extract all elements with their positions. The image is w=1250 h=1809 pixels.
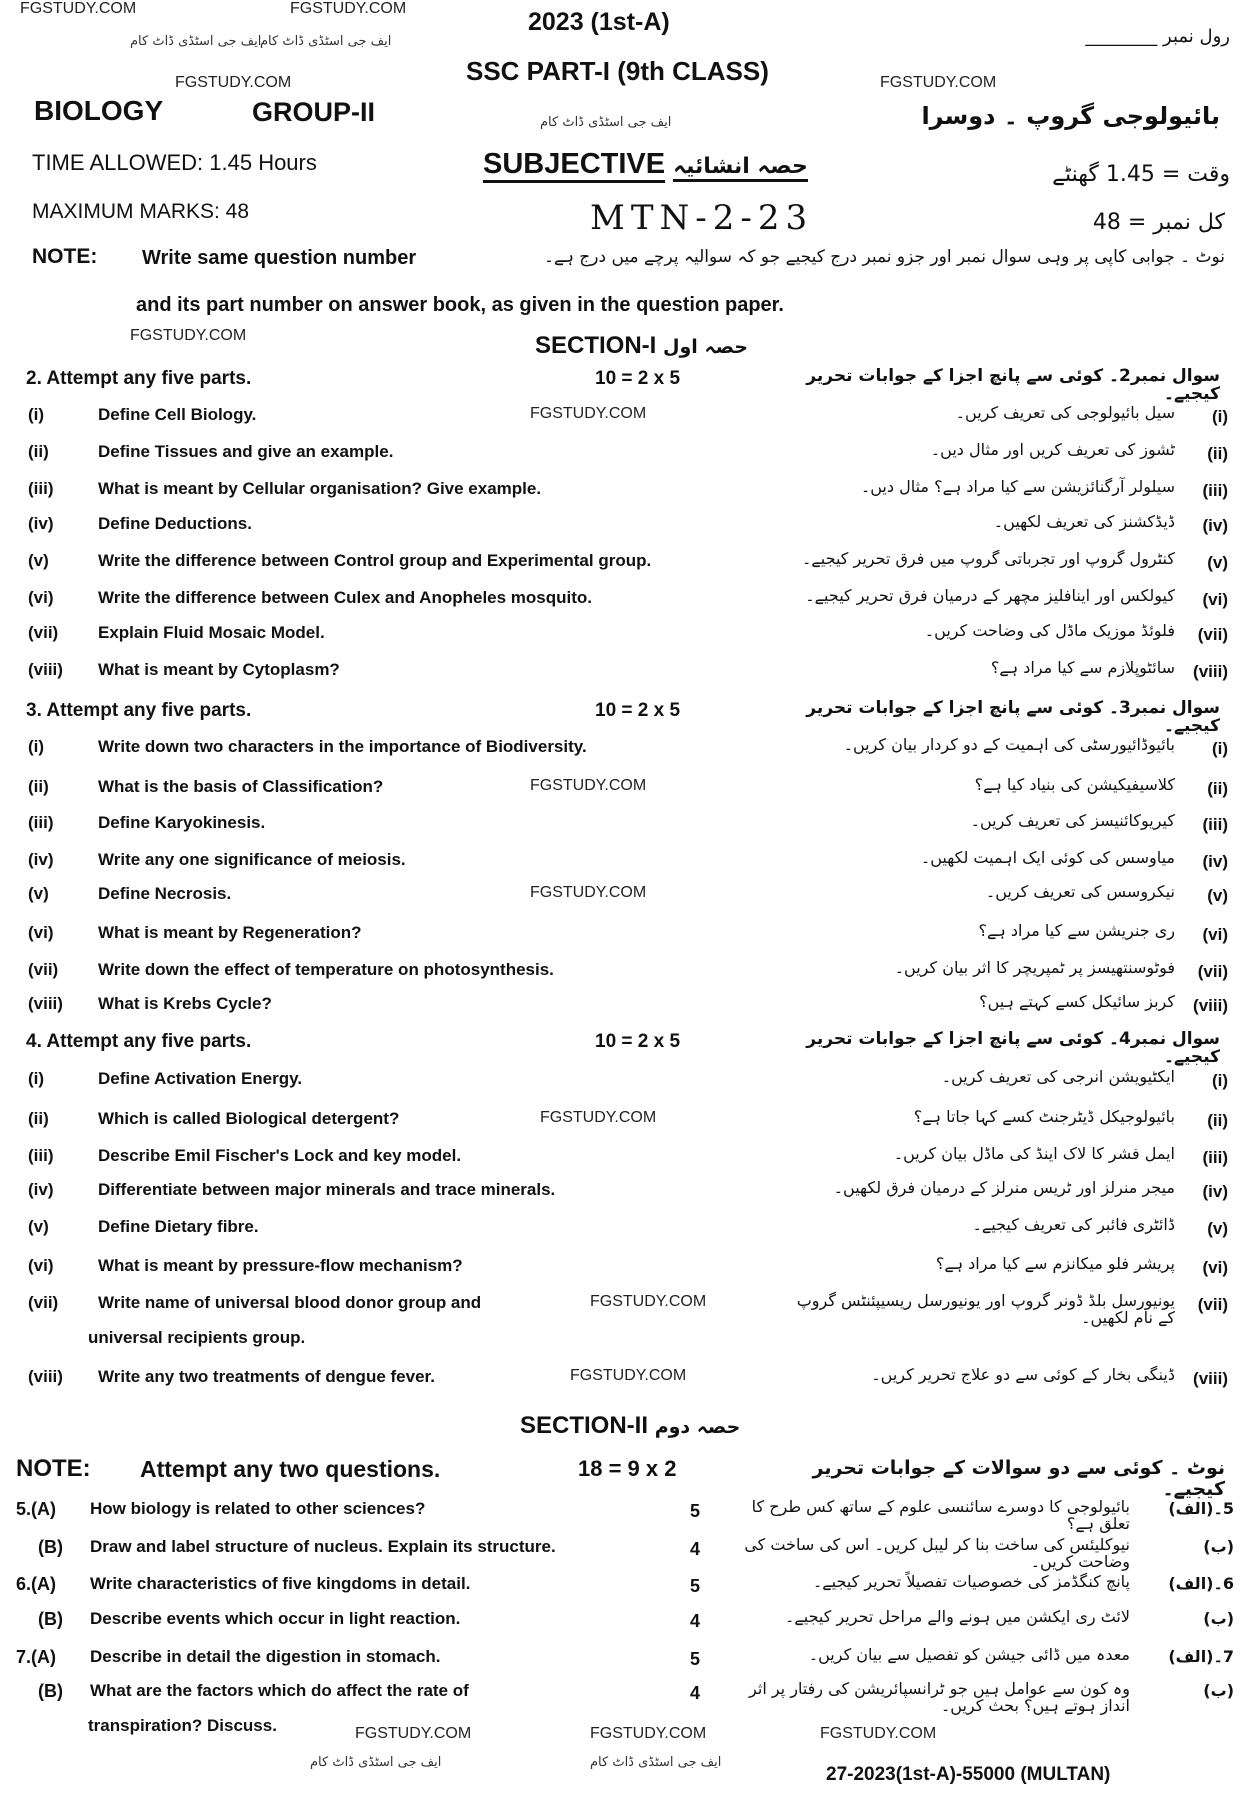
section-2-note: Attempt any two questions.	[140, 1456, 441, 1482]
subject-title: BIOLOGY	[34, 95, 164, 126]
question-part-ur: لائٹ ری ایکشن میں ہونے والے مراحل تحریر کیجیے۔	[785, 1607, 1130, 1626]
question-part-text: Which is called Biological detergent?	[98, 1109, 400, 1128]
part-marks: 5	[690, 1501, 701, 1521]
question-part-ur: کیولکس اور اینافلیز مچھر کے درمیان فرق تحریر کیجیے۔	[805, 586, 1175, 605]
question-part-ur: ڈینگی بخار کے کوئی سے دو علاج تحریر کریں۔	[871, 1365, 1175, 1384]
question-part-ur: کربز سائیکل کسے کہتے ہیں؟	[979, 992, 1175, 1011]
part-number-ur: (ii)	[1207, 444, 1228, 463]
part-number-ur: (v)	[1207, 553, 1228, 572]
question-part-text: Write name of universal blood donor group and	[98, 1293, 482, 1312]
question-part-text: Explain Fluid Mosaic Model.	[98, 623, 325, 642]
part-number: (ii)	[28, 777, 49, 796]
part-number: (iv)	[28, 514, 54, 533]
question-part-ur: سائٹوپلازم سے کیا مراد ہے؟	[990, 658, 1175, 677]
part-number-ur: (i)	[1211, 407, 1228, 426]
question-part-text: Write the difference between Control group and Experimental group.	[98, 551, 652, 570]
question-part-ur: ڈائٹری فائبر کی تعریف کیجیے۔	[972, 1215, 1175, 1234]
part-number-ur: (i)	[1211, 1071, 1228, 1090]
part-number-ur: (iv)	[1202, 852, 1228, 871]
watermark-text: FGSTUDY.COM	[540, 1109, 657, 1126]
maximum-marks-ur: کل نمبر = 48	[1092, 210, 1225, 235]
part-number: (i)	[28, 737, 45, 756]
handwritten-code: MTN-2-23	[590, 198, 814, 238]
question-part-ur: نیکروسس کی تعریف کریں۔	[985, 882, 1175, 901]
section-1-title: SECTION-I	[535, 332, 657, 359]
question-part-text: How biology is related to other sciences?	[90, 1499, 426, 1518]
question-heading: 2. Attempt any five parts.	[26, 368, 252, 389]
part-number: (v)	[28, 551, 49, 570]
question-part-text: Write characteristics of five kingdoms in detail.	[90, 1574, 471, 1593]
question-part-text: Write down the effect of temperature on photosynthesis.	[98, 960, 554, 979]
question-part-ur: بائیوڈائیورسٹی کی اہمیت کے دو کردار بیان کریں۔	[843, 735, 1175, 754]
question-part-text: What is meant by Cellular organisation? Give example.	[98, 479, 542, 498]
question-marks: 10 = 2 x 5	[595, 700, 681, 721]
question-heading-ur: سوال نمبر3۔ کوئی سے پانچ اجزا کے جوابات تحریر کیجیے۔	[806, 698, 1220, 736]
part-number: (vi)	[28, 1256, 54, 1275]
question-marks: 10 = 2 x 5	[595, 1031, 681, 1052]
watermark-text: FGSTUDY.COM	[820, 1725, 937, 1742]
part-number-ur: (viii)	[1193, 662, 1228, 681]
part-number-ur: 7۔(الف)	[1168, 1647, 1234, 1666]
question-part-ur: نیوکلیئس کی ساخت بنا کر لیبل کریں۔ اس کی ساخت کی وضاحت کریں۔	[744, 1535, 1130, 1571]
question-part-text: What is meant by Cytoplasm?	[98, 660, 340, 679]
question-part-ur: معدہ میں ڈائی جیشن کو تفصیل سے بیان کریں۔	[808, 1645, 1130, 1664]
question-part-ur: میجر منرلز اور ٹریس منرلز کے درمیان فرق لکھیں۔	[833, 1178, 1175, 1197]
section-2-marks: 18 = 9 x 2	[578, 1456, 677, 1481]
question-part-text: Define Deductions.	[98, 514, 252, 533]
question-heading-ur: سوال نمبر4۔ کوئی سے پانچ اجزا کے جوابات تحریر کیجیے۔	[806, 1029, 1220, 1067]
part-number: (vi)	[28, 588, 54, 607]
part-number-ur: (ب)	[1203, 1609, 1234, 1628]
part-marks: 5	[690, 1649, 701, 1669]
part-number-ur: (ب)	[1203, 1537, 1234, 1556]
watermark-text: FGSTUDY.COM	[290, 0, 407, 17]
part-number: (iii)	[28, 813, 54, 832]
part-number: (ii)	[28, 1109, 49, 1128]
watermark-text: FGSTUDY.COM	[880, 74, 997, 91]
part-number-ur: (i)	[1211, 739, 1228, 758]
question-part-text: Write the difference between Culex and Anopheles mosquito.	[98, 588, 593, 607]
part-number: (i)	[28, 1069, 45, 1088]
question-part-ur: کیریوکائنیسز کی تعریف کریں۔	[970, 811, 1175, 830]
section-2-title-ur: حصہ دوم	[654, 1416, 741, 1438]
part-number-ur: 5۔(الف)	[1168, 1499, 1234, 1518]
note-label: NOTE:	[32, 245, 98, 268]
part-marks: 4	[690, 1539, 701, 1559]
question-part-ur: سیل بائیولوجی کی تعریف کریں۔	[955, 403, 1175, 422]
question-marks: 10 = 2 x 5	[595, 368, 681, 389]
group-title: GROUP-II	[252, 97, 376, 127]
part-number-ur: (v)	[1207, 886, 1228, 905]
question-part-ur: فلوئڈ موزیک ماڈل کی وضاحت کریں۔	[924, 621, 1175, 640]
part-marks: 4	[690, 1611, 701, 1631]
question-part-ur: میاوسس کی کوئی ایک اہمیت لکھیں۔	[920, 848, 1175, 867]
question-part-ur: ایمل فشر کا لاک اینڈ کی ماڈل بیان کریں۔	[893, 1144, 1175, 1163]
part-number-ur: (vi)	[1202, 925, 1228, 944]
part-number-ur: (iii)	[1202, 815, 1228, 834]
section-2-note-ur: نوٹ ۔ کوئی سے دو سوالات کے جوابات تحریر کیجیے۔	[812, 1457, 1225, 1500]
part-number: (vii)	[28, 623, 59, 642]
part-number-ur: (ب)	[1203, 1681, 1234, 1700]
part-number: (B)	[38, 1537, 63, 1557]
watermark-text: FGSTUDY.COM	[590, 1293, 707, 1310]
watermark-text: FGSTUDY.COM	[570, 1367, 687, 1384]
part-number-ur: (viii)	[1193, 1369, 1228, 1388]
part-number: (iv)	[28, 1180, 54, 1199]
part-number: (i)	[28, 405, 45, 424]
watermark-text-ur: ایف جی اسٹڈی ڈاٹ کام	[310, 1755, 442, 1770]
question-part-ur: بائیولوجی کا دوسرے سائنسی علوم کے ساتھ کس طرح کا تعلق ہے؟	[751, 1497, 1130, 1533]
part-number: (B)	[38, 1609, 63, 1629]
watermark-text: FGSTUDY.COM	[530, 884, 647, 901]
question-part-text: Define Cell Biology.	[98, 405, 257, 424]
note-line-1: Write same question number	[142, 247, 417, 269]
watermark-text-ur: ایف جی اسٹڈی ڈاٹ کام	[540, 115, 672, 130]
part-number: (vii)	[28, 1293, 59, 1312]
part-number: (viii)	[28, 660, 63, 679]
part-number-ur: (vi)	[1202, 1258, 1228, 1277]
watermark-text: FGSTUDY.COM	[530, 405, 647, 422]
part-number-ur: (iii)	[1202, 481, 1228, 500]
class-title: SSC PART-I (9th CLASS)	[466, 56, 769, 86]
part-number-ur: (v)	[1207, 1219, 1228, 1238]
question-part-text: Describe Emil Fischer's Lock and key model.	[98, 1146, 462, 1165]
part-number-ur: (vii)	[1197, 1295, 1228, 1314]
question-part-ur: پریشر فلو میکانزم سے کیا مراد ہے؟	[935, 1254, 1175, 1273]
question-part-text: What is meant by Regeneration?	[98, 923, 362, 942]
watermark-text: FGSTUDY.COM	[355, 1725, 472, 1742]
section-1-title-ur: حصہ اول	[663, 336, 748, 358]
question-part-text: What is Krebs Cycle?	[98, 994, 272, 1013]
question-part-text: Write any two treatments of dengue fever.	[98, 1367, 435, 1386]
question-part-ur: کنٹرول گروپ اور تجرباتی گروپ میں فرق تحریر کیجیے۔	[802, 549, 1175, 568]
time-allowed: TIME ALLOWED: 1.45 Hours	[32, 150, 317, 175]
part-number: (vi)	[28, 923, 54, 942]
question-part-ur: ڈیڈکشنز کی تعریف لکھیں۔	[993, 512, 1175, 531]
watermark-text: FGSTUDY.COM	[20, 0, 137, 17]
question-part-ur: کلاسیفیکیشن کی بنیاد کیا ہے؟	[974, 775, 1175, 794]
question-part-ur: فوٹوسنتھیسز پر ٹمپریچر کا اثر بیان کریں۔	[894, 958, 1175, 977]
question-part-ur: بائیولوجیکل ڈیٹرجنٹ کسے کہا جاتا ہے؟	[913, 1107, 1175, 1126]
question-heading-ur: سوال نمبر2۔ کوئی سے پانچ اجزا کے جوابات تحریر کیجیے۔	[806, 366, 1220, 404]
question-part-ur: یونیورسل بلڈ ڈونر گروپ اور یونیورسل ریسیپئنٹس گروپ کے نام لکھیں۔	[796, 1291, 1175, 1327]
part-number-ur: (vi)	[1202, 590, 1228, 609]
exam-year: 2023 (1st-A)	[528, 8, 670, 36]
subjective-label: SUBJECTIVE	[483, 148, 665, 183]
roll-number-field-ur: رول نمبر ________	[1085, 26, 1230, 47]
question-heading: 3. Attempt any five parts.	[26, 700, 252, 721]
question-part-text: Define Tissues and give an example.	[98, 442, 394, 461]
question-part-text: Define Activation Energy.	[98, 1069, 303, 1088]
maximum-marks: MAXIMUM MARKS: 48	[32, 200, 250, 223]
part-number: (ii)	[28, 442, 49, 461]
part-number: (iv)	[28, 850, 54, 869]
question-part-text: Write down two characters in the importance of Biodiversity.	[98, 737, 587, 756]
part-number: (v)	[28, 1217, 49, 1236]
part-number: (B)	[38, 1681, 63, 1701]
part-number-ur: (viii)	[1193, 996, 1228, 1015]
question-part-text-continued: universal recipients group.	[88, 1328, 306, 1347]
part-number: 7.(A)	[16, 1647, 56, 1667]
question-part-text-continued: transpiration? Discuss.	[88, 1716, 277, 1735]
question-part-ur: ری جنریشن سے کیا مراد ہے؟	[978, 921, 1175, 940]
part-number: (viii)	[28, 1367, 63, 1386]
question-part-ur: سیلولر آرگنائزیشن سے کیا مراد ہے؟ مثال دیں۔	[860, 477, 1175, 496]
section-2-title: SECTION-II	[520, 1412, 649, 1439]
question-part-text: Define Necrosis.	[98, 884, 232, 903]
part-number-ur: (ii)	[1207, 1111, 1228, 1130]
part-marks: 4	[690, 1683, 701, 1703]
watermark-text: FGSTUDY.COM	[175, 74, 292, 91]
question-part-text: What is the basis of Classification?	[98, 777, 384, 796]
watermark-text: FGSTUDY.COM	[530, 777, 647, 794]
question-part-text: Differentiate between major minerals and trace minerals.	[98, 1180, 556, 1199]
watermark-text: FGSTUDY.COM	[590, 1725, 707, 1742]
question-part-text: Define Karyokinesis.	[98, 813, 266, 832]
question-part-text: Write any one significance of meiosis.	[98, 850, 406, 869]
part-number: (viii)	[28, 994, 63, 1013]
watermark-text-ur: ایف جی اسٹڈی ڈاٹ کام	[130, 34, 262, 49]
part-number: (iii)	[28, 1146, 54, 1165]
part-marks: 5	[690, 1576, 701, 1596]
part-number-ur: (vii)	[1197, 625, 1228, 644]
watermark-text-ur: ایف جی اسٹڈی ڈاٹ کام	[590, 1755, 722, 1770]
part-number-ur: (iv)	[1202, 516, 1228, 535]
question-part-text: Describe events which occur in light reaction.	[90, 1609, 461, 1628]
part-number-ur: (ii)	[1207, 779, 1228, 798]
subjective-label-ur: حصہ انشائیہ	[673, 154, 808, 182]
part-number: (v)	[28, 884, 49, 903]
question-part-text: What is meant by pressure-flow mechanism?	[98, 1256, 463, 1275]
question-part-text: What are the factors which do affect the rate of	[90, 1681, 469, 1700]
part-number-ur: (iii)	[1202, 1148, 1228, 1167]
question-heading: 4. Attempt any five parts.	[26, 1031, 252, 1052]
question-part-text: Define Dietary fibre.	[98, 1217, 259, 1236]
watermark-text: FGSTUDY.COM	[130, 327, 247, 344]
question-part-ur: ٹشوز کی تعریف کریں اور مثال دیں۔	[930, 440, 1175, 459]
paper-code: 27-2023(1st-A)-55000 (MULTAN)	[826, 1764, 1111, 1785]
time-allowed-ur: وقت = 1.45 گھنٹے	[1052, 162, 1230, 187]
part-number: 6.(A)	[16, 1574, 56, 1594]
question-part-ur: وہ کون سے عوامل ہیں جو ٹرانسپائریشن کی رفتار پر اثر انداز ہوتے ہیں؟ بحث کریں۔	[749, 1679, 1130, 1715]
subject-title-ur: بائیولوجی گروپ ۔ دوسرا	[921, 102, 1220, 130]
part-number-ur: (vii)	[1197, 962, 1228, 981]
part-number: 5.(A)	[16, 1499, 56, 1519]
question-part-text: Describe in detail the digestion in stomach.	[90, 1647, 441, 1666]
part-number: (iii)	[28, 479, 54, 498]
note-ur: نوٹ ۔ جوابی کاپی پر وہی سوال نمبر اور جزو نمبر درج کیجیے جو کہ سوالیہ پرچے میں درج ہے۔	[544, 247, 1225, 267]
note-line-2: and its part number on answer book, as given in the question paper.	[136, 294, 784, 316]
part-number: (vii)	[28, 960, 59, 979]
part-number-ur: 6۔(الف)	[1168, 1574, 1234, 1593]
watermark-text-ur: ایف جی اسٹڈی ڈاٹ کام	[260, 34, 392, 49]
part-number-ur: (iv)	[1202, 1182, 1228, 1201]
section-2-note-label: NOTE:	[16, 1455, 91, 1482]
question-part-ur: پانچ کنگڈمز کی خصوصیات تفصیلاً تحریر کیجیے۔	[812, 1572, 1130, 1591]
question-part-ur: ایکٹیویشن انرجی کی تعریف کریں۔	[941, 1067, 1175, 1086]
question-part-text: Draw and label structure of nucleus. Explain its structure.	[90, 1537, 556, 1556]
